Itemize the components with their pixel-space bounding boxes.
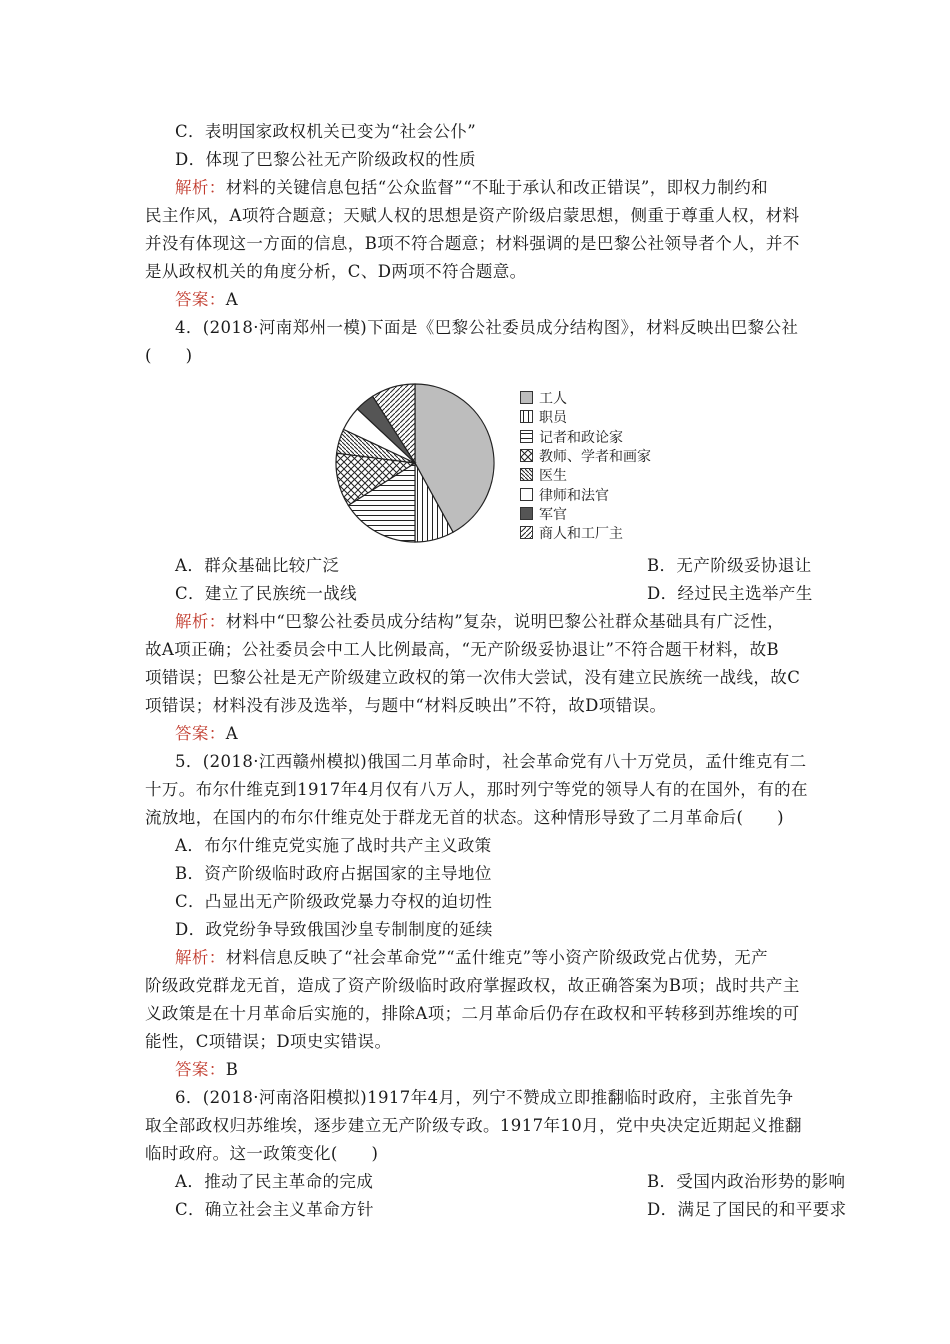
legend-swatch xyxy=(520,391,533,404)
legend-item xyxy=(520,487,609,505)
legend-swatch xyxy=(520,430,533,443)
answer-value: A xyxy=(225,724,239,743)
legend-swatch xyxy=(520,526,533,539)
q4-stem-blank: ( ) xyxy=(145,346,193,365)
q3-option-d: D．体现了巴黎公社无产阶级政权的性质 xyxy=(175,150,476,169)
q5-option-c: C．凸显出无产阶级政党暴力夺权的迫切性 xyxy=(175,892,493,911)
q5-analysis-line xyxy=(175,948,855,968)
q4-analysis-line xyxy=(175,612,855,632)
q6-option-d: D．满足了国民的和平要求 xyxy=(647,1200,847,1219)
legend-swatch xyxy=(520,449,533,462)
answer-value: A xyxy=(225,290,239,309)
q4-option-d: D．经过民主选举产生 xyxy=(647,584,813,603)
analysis-label: 解析： xyxy=(175,948,226,967)
q5-stem: 流放地，在国内的布尔什维克处于群龙无首的状态。这种情形导致了二月革命后( ) xyxy=(145,808,784,827)
legend-swatch xyxy=(520,488,533,501)
legend-item xyxy=(520,525,623,543)
q4-analysis-line: 项错误；材料没有涉及选举，与题中“材料反映出”不符，故D项错误。 xyxy=(145,696,667,715)
analysis-text: 材料中“巴黎公社委员成分结构”复杂，说明巴黎公社群众基础具有广泛性， xyxy=(225,612,785,631)
q4-answer xyxy=(175,724,855,744)
q4-analysis-line: 故A项正确；公社委员会中工人比例最高，“无产阶级妥协退让”不符合题干材料，故B xyxy=(145,640,780,659)
legend-item xyxy=(520,390,567,408)
q5-analysis-line: 义政策是在十月革命后实施的，排除A项；二月革命后仍存在政权和平转移到苏维埃的可 xyxy=(145,1004,800,1023)
q5-analysis-line: 阶级政党群龙无首，造成了资产阶级临时政府掌握政权，故正确答案为B项；战时共产主 xyxy=(145,976,800,995)
answer-label: 答案： xyxy=(175,290,226,309)
legend-swatch xyxy=(520,468,533,481)
legend-label: 医生 xyxy=(539,468,567,485)
q5-option-b: B．资产阶级临时政府占据国家的主导地位 xyxy=(175,864,492,883)
q6-options-row xyxy=(175,1200,855,1220)
q5-answer xyxy=(175,1060,855,1080)
analysis-text: 材料信息反映了“社会革命党”“孟什维克”等小资产阶级政党占优势，无产 xyxy=(225,948,769,967)
q6-stem: 6．(2018·河南洛阳模拟)1917年4月，列宁不赞成立即推翻临时政府，主张首先争 xyxy=(175,1088,794,1107)
pie-chart xyxy=(330,378,660,548)
legend-label: 职员 xyxy=(539,410,567,427)
q3-analysis-line xyxy=(175,178,855,198)
q6-option-b: B．受国内政治形势的影响 xyxy=(647,1172,846,1191)
answer-label: 答案： xyxy=(175,724,226,743)
q3-analysis-line: 是从政权机关的角度分析，C、D两项不符合题意。 xyxy=(145,262,527,281)
legend-swatch xyxy=(520,507,533,520)
q3-analysis-line: 民主作风，A项符合题意；天赋人权的思想是资产阶级启蒙思想，侧重于尊重人权，材料 xyxy=(145,206,800,225)
legend-label: 工人 xyxy=(539,391,567,407)
q4-options-row xyxy=(175,556,855,576)
answer-label: 答案： xyxy=(175,1060,226,1079)
q5-option-d: D．政党纷争导致俄国沙皇专制制度的延续 xyxy=(175,920,493,939)
q4-option-a: A．群众基础比较广泛 xyxy=(175,556,340,575)
q5-stem: 5．(2018·江西赣州模拟)俄国二月革命时，社会革命党有八十万党员，孟什维克有二 xyxy=(175,752,807,771)
q3-option-c: C．表明国家政权机关已变为“社会公仆” xyxy=(175,122,477,141)
q4-option-c: C．建立了民族统一战线 xyxy=(175,584,358,603)
q6-stem: 临时政府。这一政策变化( ) xyxy=(145,1144,379,1163)
q4-analysis-line: 项错误；巴黎公社是无产阶级建立政权的第一次伟大尝试，没有建立民族统一战线，故C xyxy=(145,668,801,687)
legend-item xyxy=(520,448,651,466)
legend-item xyxy=(520,429,623,447)
q6-option-c: C．确立社会主义革命方针 xyxy=(175,1200,374,1219)
legend-label: 商人和工厂主 xyxy=(539,526,623,543)
analysis-text: 材料的关键信息包括“公众监督”“不耻于承认和改正错误”，即权力制约和 xyxy=(225,178,769,197)
q6-option-a: A．推动了民主革命的完成 xyxy=(175,1172,374,1191)
q4-options-row xyxy=(175,584,855,604)
legend-label: 军官 xyxy=(539,506,567,523)
q6-options-row xyxy=(175,1172,855,1192)
legend-label: 律师和法官 xyxy=(539,487,609,504)
q5-option-a: A．布尔什维克党实施了战时共产主义政策 xyxy=(175,836,492,855)
q3-answer xyxy=(175,290,855,310)
legend-label: 记者和政论家 xyxy=(539,429,623,446)
legend-item xyxy=(520,409,567,427)
q6-stem: 取全部政权归苏维埃，逐步建立无产阶级专政。1917年10月，党中央决定近期起义推翻 xyxy=(145,1116,802,1135)
q4-stem: 4．(2018·河南郑州一模)下面是《巴黎公社委员成分结构图》，材料反映出巴黎公社 xyxy=(175,318,799,337)
legend-item xyxy=(520,467,567,485)
answer-value: B xyxy=(225,1060,239,1079)
legend-swatch xyxy=(520,410,533,423)
pie-chart-svg xyxy=(330,378,500,548)
legend-label: 教师、学者和画家 xyxy=(539,448,651,465)
q5-analysis-line: 能性，C项错误；D项史实错误。 xyxy=(145,1032,392,1051)
q3-analysis-line: 并没有体现这一方面的信息，B项不符合题意；材料强调的是巴黎公社领导者个人，并不 xyxy=(145,234,800,253)
q4-option-b: B．无产阶级妥协退让 xyxy=(647,556,812,575)
q5-stem: 十万。布尔什维克到1917年4月仅有八万人，那时列宁等党的领导人有的在国外，有的在 xyxy=(145,780,808,799)
analysis-label: 解析： xyxy=(175,178,226,197)
legend-item xyxy=(520,506,567,524)
analysis-label: 解析： xyxy=(175,612,226,631)
